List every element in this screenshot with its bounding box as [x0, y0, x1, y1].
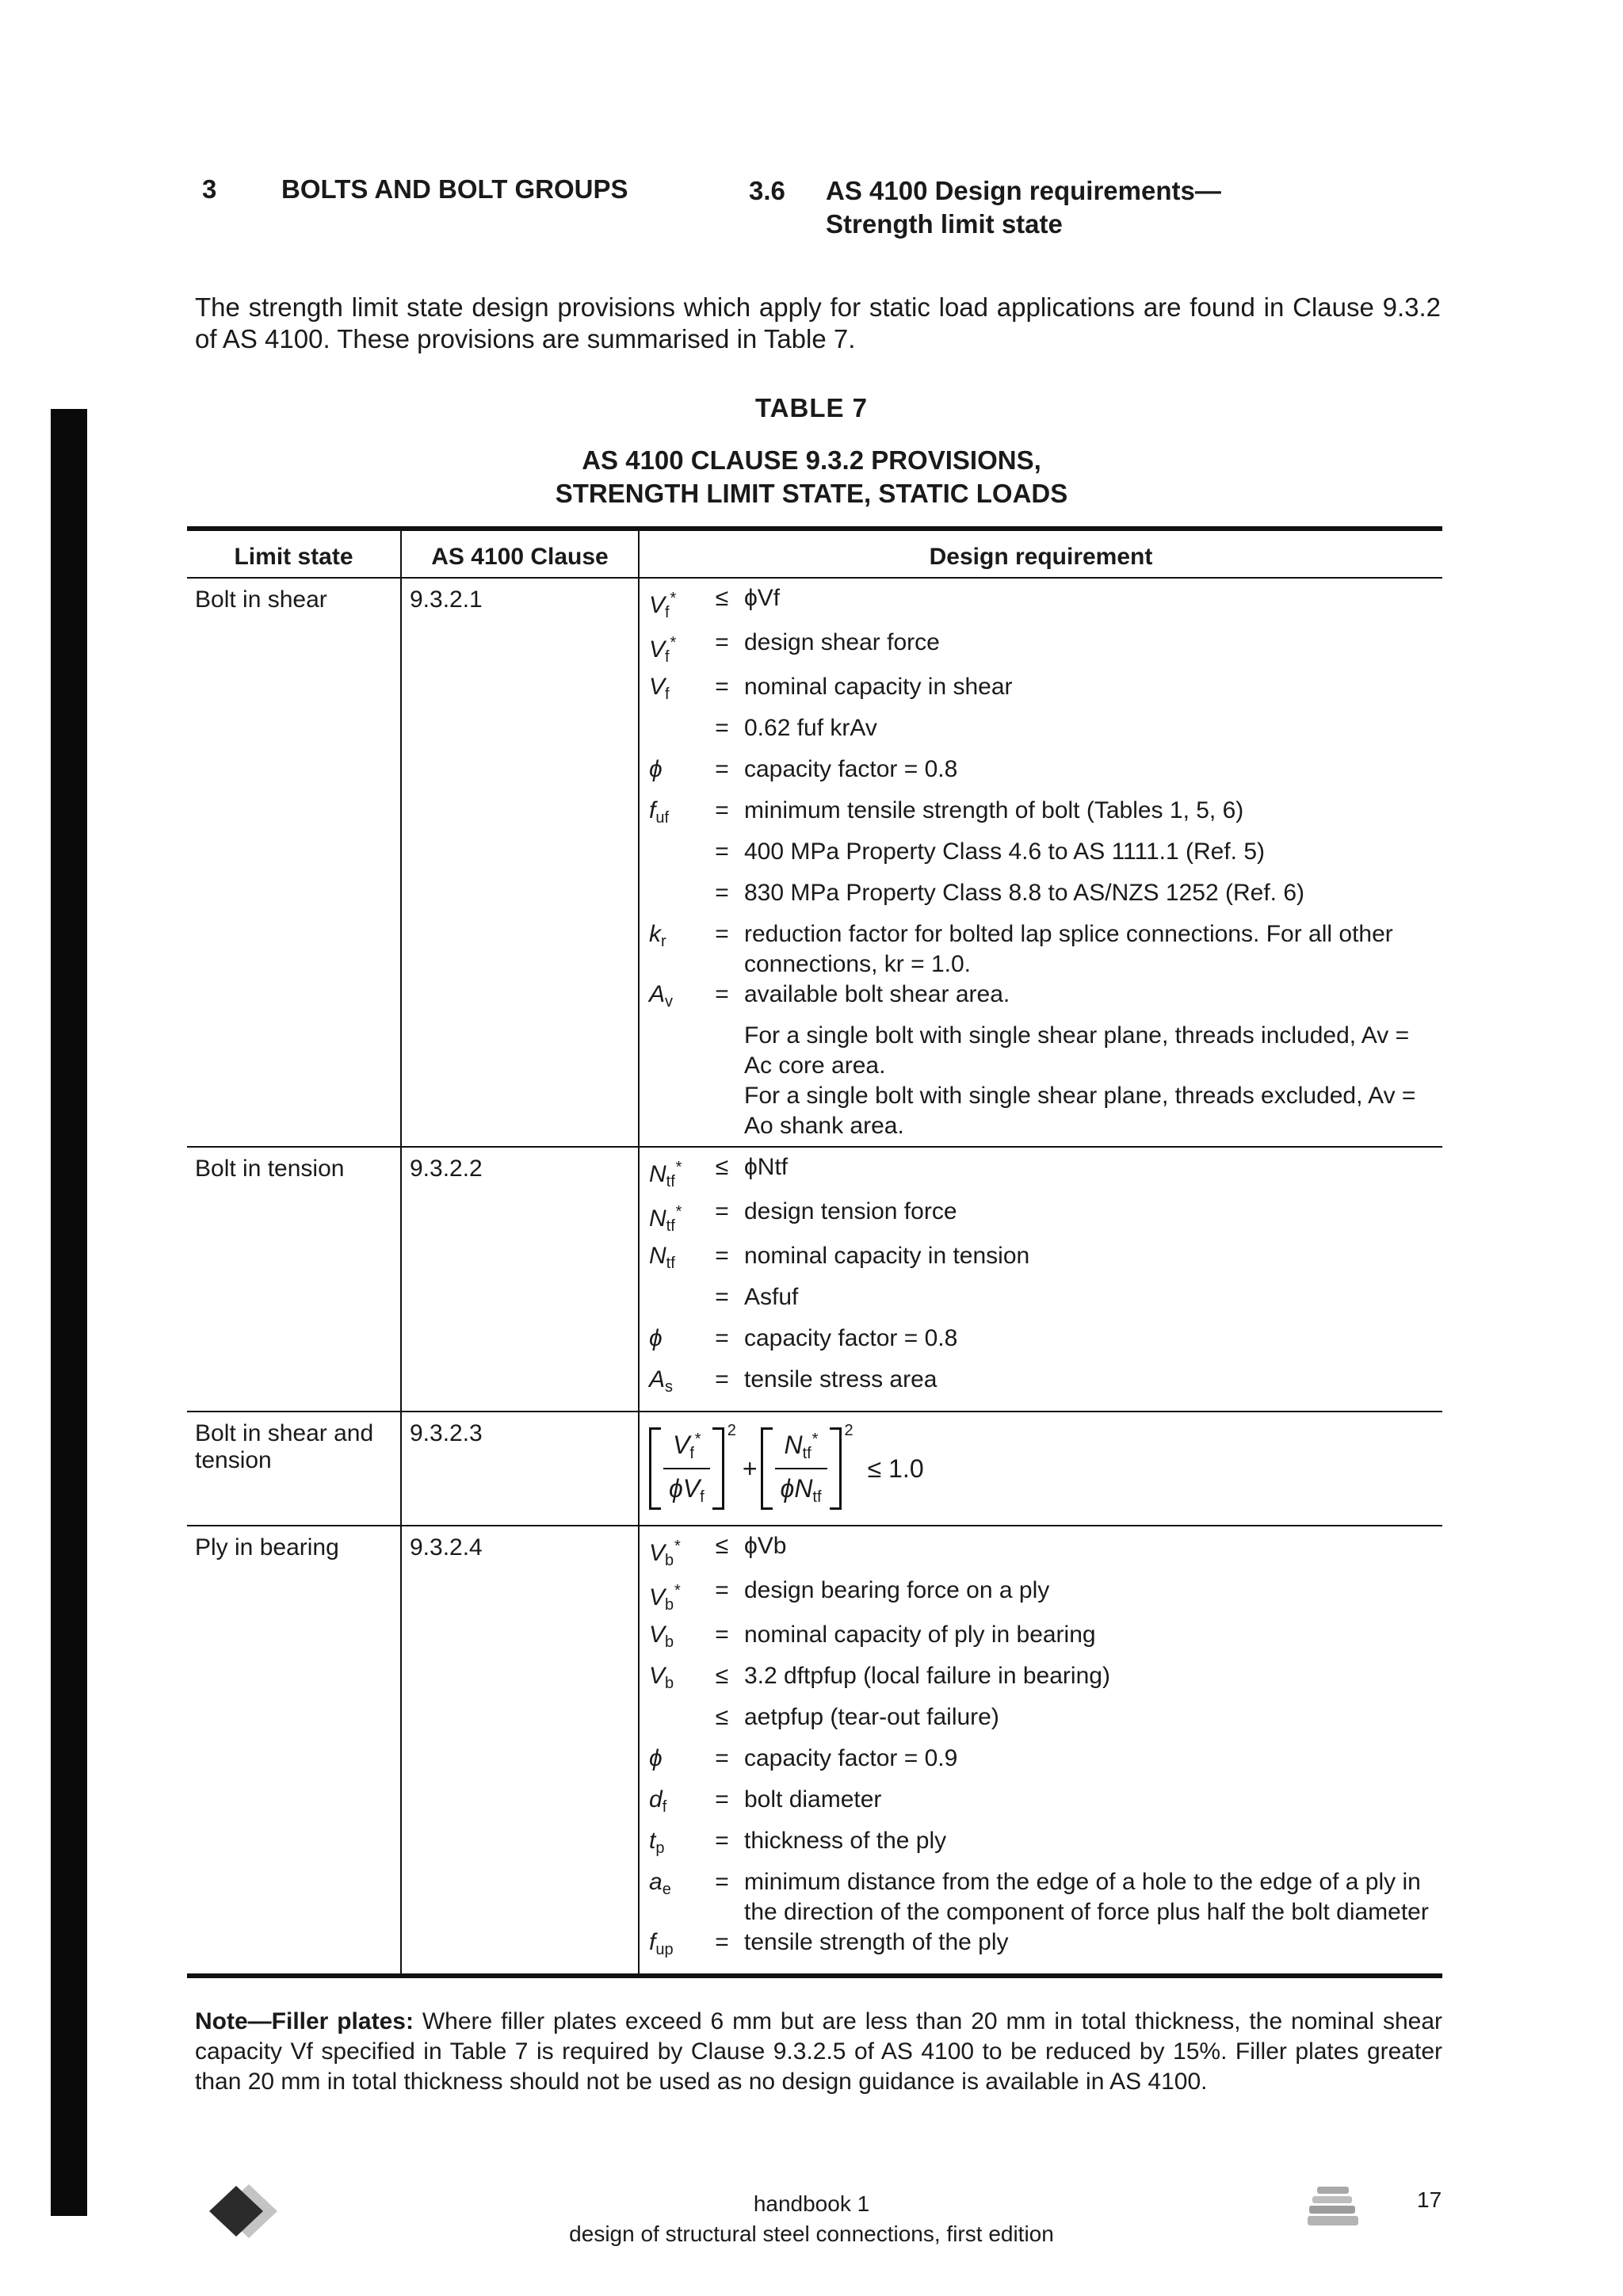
requirement-line: $k_r$ = reduction factor for bolted lap splice connections. For all other connections, kr = 1.0. — [649, 921, 1393, 977]
requirement-cell — [639, 1526, 1442, 1976]
header-limit-state: Limit state — [187, 529, 401, 578]
table-header-row — [187, 529, 1442, 578]
footer-line-1: handbook 1 — [753, 2191, 870, 2216]
requirement-line: $V_b^*$ ≤ ϕVb — [649, 1533, 787, 1569]
requirement-line: ϕ = capacity factor = 0.8 — [649, 756, 958, 782]
requirement-line: $a_e$ = minimum distance from the edge of a hole to the edge of a ply in the direction of the component of force plus half the bolt diameter — [649, 1869, 1429, 1925]
table-title: AS 4100 CLAUSE 9.3.2 PROVISIONS, STRENGTH LIMIT STATE, STATIC LOADS — [555, 445, 1068, 508]
requirement-line: = 830 MPa Property Class 8.8 to AS/NZS 1252 (Ref. 6) — [715, 880, 1304, 906]
requirement-line: $V_b$ ≤ 3.2 dftpfup (local failure in bearing) — [649, 1663, 1110, 1692]
requirement-line: = 0.62 fuf krAv — [715, 715, 877, 741]
requirement-line: For a single bolt with single shear plane, threads included, Av = Ac core area. — [744, 1022, 1410, 1079]
limit-state-cell: Bolt in shear — [187, 578, 401, 1147]
steel-stack-logo-icon — [1306, 2183, 1361, 2231]
requirement-line: ϕ = capacity factor = 0.9 — [649, 1745, 958, 1771]
clause-cell: 9.3.2.2 — [401, 1147, 639, 1412]
requirement-line: $d_f$ = bolt diameter — [649, 1786, 882, 1816]
limit-state-cell: Bolt in shear and tension — [187, 1412, 401, 1526]
shear-ratio-bracket: $\frac{V_f^*}{\phi V_f}$ — [649, 1427, 724, 1510]
table-row — [187, 1526, 1442, 1976]
requirement-line: $V_b$ = nominal capacity of ply in bearing — [649, 1622, 1096, 1651]
limit-state-cell: Bolt in tension — [187, 1147, 401, 1412]
requirement-line: $N_{tf}^*$ ≤ ϕNtf — [649, 1154, 789, 1190]
requirement-line: $V_b^*$ = design bearing force on a ply — [649, 1577, 1050, 1614]
intro-paragraph: The strength limit state design provisions which apply for static load applications are found in Clause 9.3.2 of AS 4100. These provisions are summarised in Table 7. — [195, 292, 1441, 353]
interaction-formula — [649, 1417, 1436, 1520]
chapter-heading — [202, 174, 628, 204]
requirement-line: $A_v$ = available bolt shear area. — [649, 981, 1010, 1010]
design-requirements-table — [187, 526, 1442, 1978]
requirement-cell — [639, 1412, 1442, 1526]
chapter-number: 3 — [202, 174, 217, 204]
clause-cell: 9.3.2.1 — [401, 578, 639, 1147]
filler-plates-note — [195, 2007, 1442, 2097]
requirement-line: $V_f^*$ ≤ ϕVf — [649, 585, 781, 621]
chapter-title: BOLTS AND BOLT GROUPS — [281, 174, 628, 204]
note-text: Where filler plates exceed 6 mm but are less than 20 mm in total thickness, the nominal shear capacity Vf specified in Table 7 is required by Clause 9.3.2.5 of AS 4100 to be reduced by 15%. Filler plates greater than 20 mm in total thickness should not be used as no design guidance is available in AS 4100. — [195, 2008, 1442, 2095]
requirement-line: $A_s$ = tensile stress area — [649, 1366, 938, 1396]
formula-limit: ≤ 1.0 — [867, 1454, 924, 1483]
table-number: TABLE 7 — [754, 393, 869, 422]
footer-line-2: design of structural steel connections, first edition — [569, 2222, 1054, 2246]
plus-sign: + — [742, 1454, 758, 1483]
requirement-line: $N_{tf}^*$ = design tension force — [649, 1198, 957, 1235]
tension-ratio-bracket: $\frac{N_{tf}^*}{\phi N_{tf}}$ — [761, 1427, 842, 1510]
requirement-line: $N_{tf}$ = nominal capacity in tension — [649, 1243, 1030, 1272]
requirement-line: = Asfuf — [715, 1284, 799, 1310]
requirement-line: $f_{uf}$ = minimum tensile strength of bolt (Tables 1, 5, 6) — [649, 797, 1244, 827]
requirement-line: For a single bolt with single shear plane, threads excluded, Av = Ao shank area. — [744, 1083, 1416, 1139]
exponent: 2 — [727, 1422, 736, 1439]
requirement-line: $V_f^*$ = design shear force — [649, 629, 940, 666]
margin-bar — [51, 409, 87, 2216]
requirement-line: $f_{up}$ = tensile strength of the ply — [649, 1929, 1009, 1958]
limit-state-cell: Ply in bearing — [187, 1526, 401, 1976]
requirement-line: $V_f$ = nominal capacity in shear — [649, 674, 1013, 703]
note-label: Note—Filler plates: — [195, 2008, 414, 2034]
requirement-cell — [639, 1147, 1442, 1412]
table-row — [187, 578, 1442, 1147]
requirement-cell — [639, 578, 1442, 1147]
requirement-line: $t_p$ = thickness of the ply — [649, 1828, 947, 1857]
clause-cell: 9.3.2.3 — [401, 1412, 639, 1526]
exponent: 2 — [844, 1422, 854, 1439]
requirement-line: ≤ aetpfup (tear-out failure) — [715, 1704, 999, 1730]
header-design-requirement: Design requirement — [639, 529, 1442, 578]
table-row — [187, 1412, 1442, 1526]
table-row — [187, 1147, 1442, 1412]
footer — [0, 2189, 1623, 2249]
requirement-line: = 400 MPa Property Class 4.6 to AS 1111.1 (Ref. 5) — [715, 839, 1265, 865]
clause-cell: 9.3.2.4 — [401, 1526, 639, 1976]
requirement-line: ϕ = capacity factor = 0.8 — [649, 1325, 958, 1351]
section-number: 3.6 — [749, 176, 785, 205]
page-number: 17 — [1417, 2187, 1442, 2212]
header-clause: AS 4100 Clause — [401, 529, 639, 578]
section-heading — [749, 174, 1221, 241]
section-title: AS 4100 Design requirements— Strength limit state — [826, 176, 1221, 239]
